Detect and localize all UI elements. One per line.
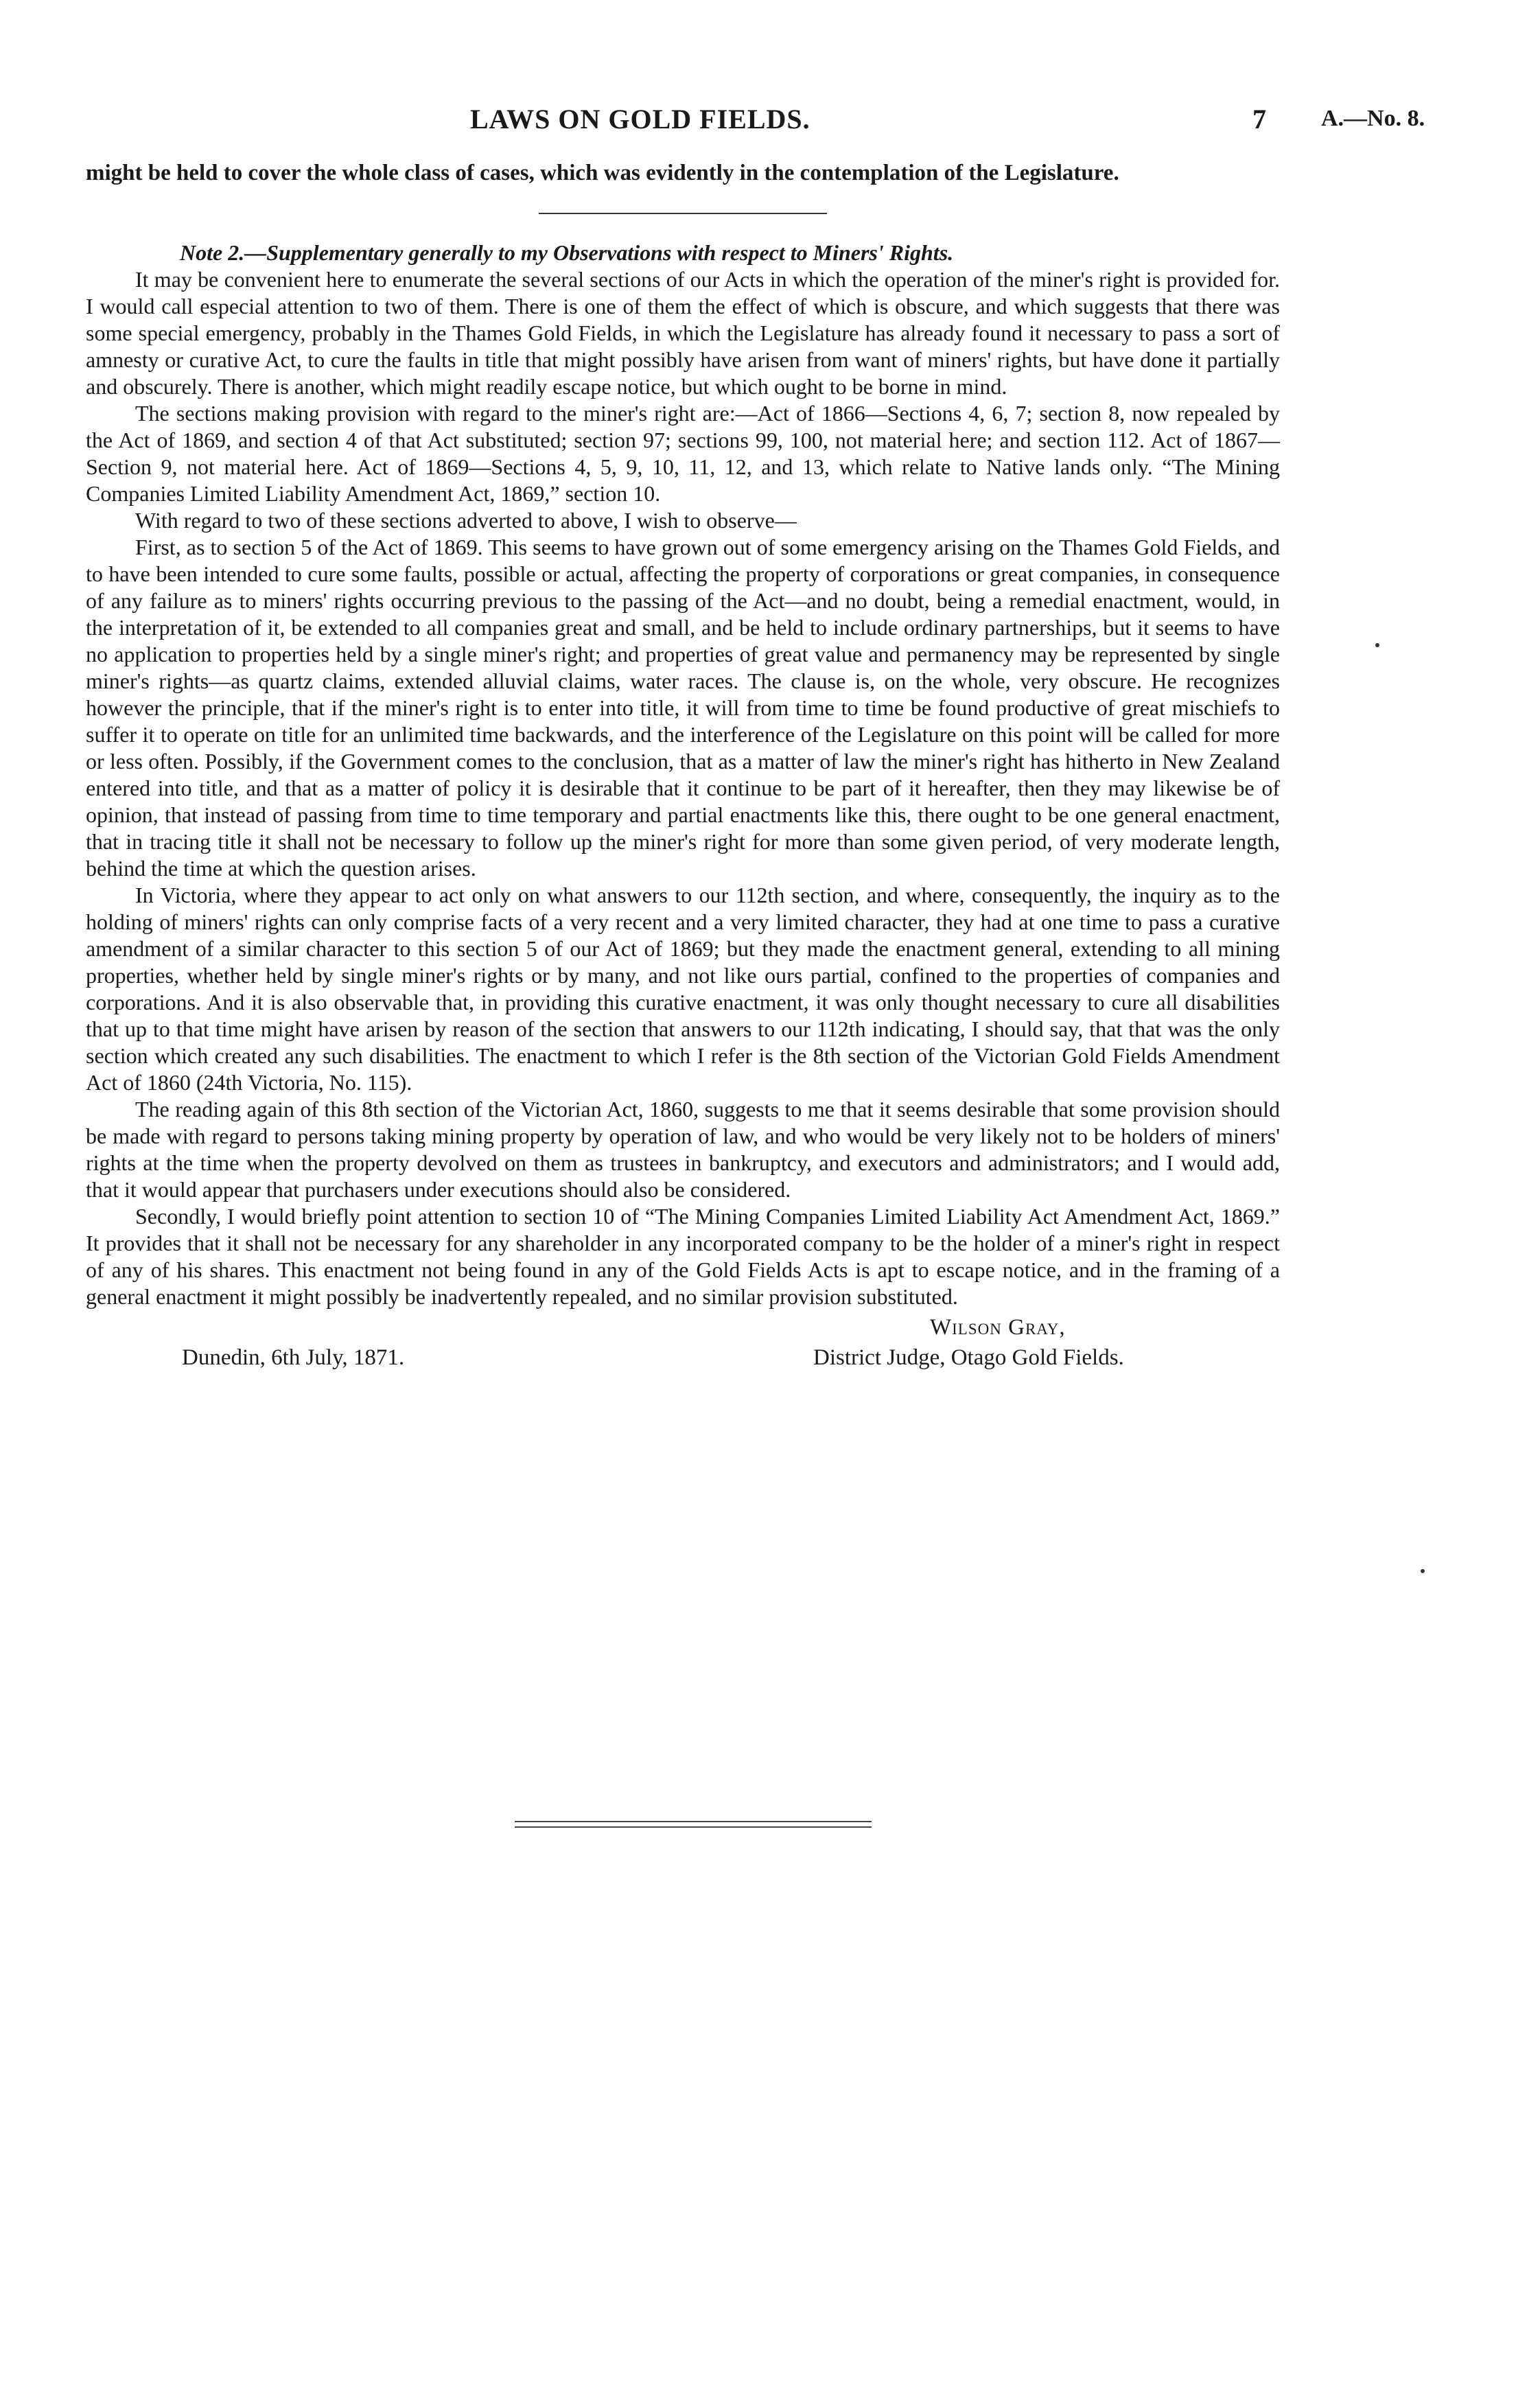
dateline: Dunedin, 6th July, 1871.	[182, 1345, 405, 1370]
document-page	[86, 103, 1425, 1376]
paragraph: With regard to two of these sections adverted to above, I wish to observe—	[135, 508, 797, 533]
paragraph: In Victoria, where they appear to act only on what answers to our 112th section, and where, consequently, the inquiry as to the holding of miners' rights can only comprise facts of a very recent and a very limited character, they had at one time to pass a curative amendment of a similar character to this section 5 of our Act of 1869; but they made the enactment general, extending to all mining properties, whether held by single miner's rights or by many, and not like ours partial, confined to the properties of companies and corporations. And it is also observable that, in providing this curative enactment, it was only thought necessary to cure all disabilities that up to that time might have arisen by reason of the section that answers to our 112th indicating, I should say, that that was the only section which created any such disabilities. The enactment to which I refer is the 8th section of the Victorian Gold Fields Amendment Act of 1860 (24th Victoria, No. 115).	[86, 883, 1280, 1095]
signature-block	[86, 1313, 1280, 1376]
continued-paragraph: might be held to cover the whole class of cases, which was evidently in the contemplation of the Legislature.	[86, 161, 1119, 185]
paragraph: Secondly, I would briefly point attention to section 10 of “The Mining Companies Limited Liability Act Amendment Act, 1869.” It provides that it shall not be necessary for any shareholder in any incorporated company to be the holder of a miner's right in respect of any of his shares. This enactment not being found in any of the Gold Fields Acts is apt to escape notice, and in the framing of a general enactment it might possibly be inadvertently repealed, and no similar provision substituted.	[86, 1204, 1280, 1309]
paragraph: The reading again of this 8th section of the Victorian Act, 1860, suggests to me that it seems desirable that some provision should be made with regard to persons taking mining property by operation of law, and who would be very likely not to be holders of miners' rights at the time when the property devolved on them as trustees in bankruptcy, and executors and administrators; and I would add, that it would appear that purchasers under executions should also be considered.	[86, 1097, 1280, 1202]
paragraph: It may be convenient here to enumerate the several sections of our Acts in which the operation of the miner's right is provided for. I would call especial attention to two of them. There is one of them the effect of which is obscure, and which suggests that there was some special emergency, probably in the Thames Gold Fields, in which the Legislature has already found it necessary to pass a sort of amnesty or curative Act, to cure the faults in title that might possibly have arisen from want of miners' rights, but have done it partially and obscurely. There is another, which might readily escape notice, but which ought to be borne in mind.	[86, 267, 1280, 399]
section-divider	[539, 213, 827, 214]
signatory-name: Wilson Gray,	[930, 1315, 1066, 1340]
running-title: LAWS ON GOLD FIELDS.	[470, 104, 810, 135]
page-header	[86, 103, 1425, 146]
print-speck	[1421, 1569, 1425, 1573]
signatory-title: District Judge, Otago Gold Fields.	[813, 1345, 1124, 1370]
end-rule-line	[515, 1821, 872, 1822]
page-number: 7	[1252, 104, 1266, 135]
end-rule-line	[515, 1826, 872, 1828]
note-heading: Note 2.—Supplementary generally to my Observations with respect to Miners' Rights.	[180, 240, 954, 265]
end-rule	[515, 1821, 872, 1832]
print-speck	[1375, 643, 1379, 647]
document-reference: A.—No. 8.	[1321, 106, 1425, 131]
paragraph: First, as to section 5 of the Act of 1869. This seems to have grown out of some emergency arising on the Thames Gold Fields, and to have been intended to cure some faults, possible or actual, affecting the property of corporations or great companies, in consequence of any failure as to miners' rights occurring previous to the passing of the Act—and no doubt, being a remedial enactment, would, in the interpretation of it, be extended to all companies great and small, and be held to include ordinary partnerships, but it seems to have no application to properties held by a single miner's right; and properties of great value and permanency may be represented by single miner's rights—as quartz claims, extended alluvial claims, water races. The clause is, on the whole, very obscure. He recognizes however the principle, that if the miner's right is to enter into title, it will from time to time be found productive of great mischiefs to suffer it to operate on title for an unlimited time backwards, and the interference of the Legislature on this point will be called for more or less often. Possibly, if the Government comes to the conclusion, that as a matter of law the miner's right has hitherto in New Zealand entered into title, and that as a matter of policy it is desirable that it continue to be part of it hereafter, then they may likewise be of opinion, that instead of passing from time to time temporary and partial enactments like this, there ought to be one general enactment, that in tracing title it shall not be necessary to follow up the miner's right for more than some given period, of very moderate length, behind the time at which the question arises.	[86, 535, 1280, 881]
paragraph: The sections making provision with regard to the miner's right are:—Act of 1866—Sections 4, 6, 7; section 8, now repealed by the Act of 1869, and section 4 of that Act substituted; section 97; sections 99, 100, not material here; and section 112. Act of 1867—Section 9, not material here. Act of 1869—Sections 4, 5, 9, 10, 11, 12, and 13, which relate to Native lands only. “The Mining Companies Limited Liability Amendment Act, 1869,” section 10.	[86, 401, 1280, 506]
note-body	[86, 266, 1280, 1310]
